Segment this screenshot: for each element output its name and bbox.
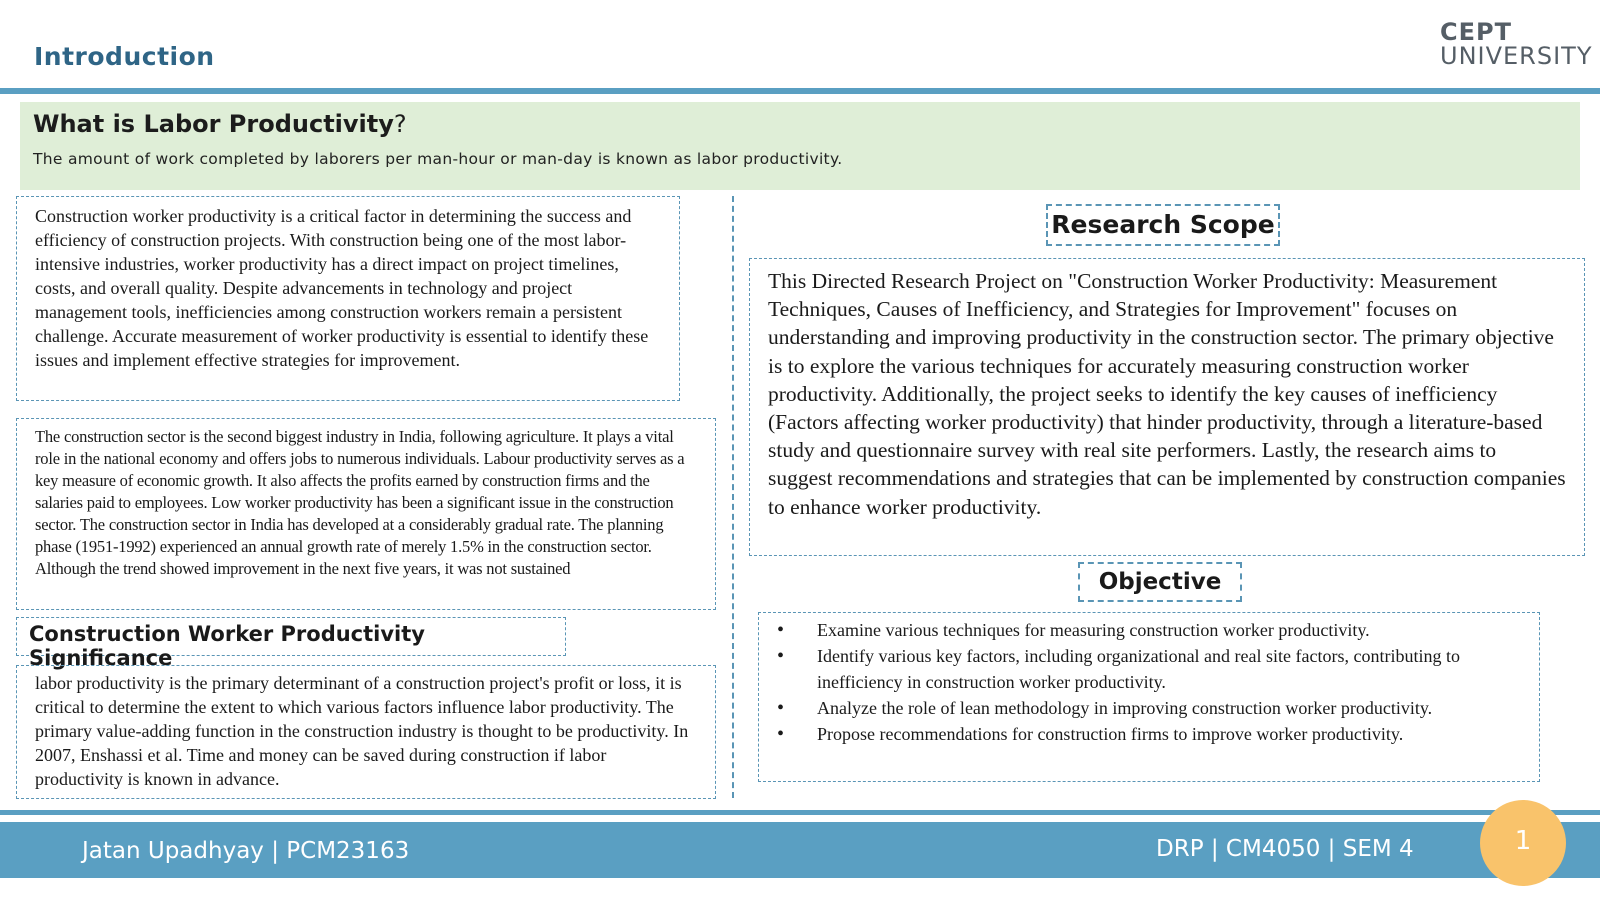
page-number: 1 [1514, 826, 1532, 856]
footer-divider [0, 810, 1600, 815]
research-scope-paragraph: This Directed Research Project on "Construction Worker Productivity: Measurement Techniques, Causes of Inefficiency, and Strategies for Improvement" focuses on understanding and improving productivity in the construction sector. The primary objective is to explore the various techniques for accurately measuring construction worker productivity. Additionally, the project seeks to identify the key causes of inefficiency (Factors affecting worker productivity) that hinder productivity, through a literature-based study and questionnaire survey with real site performers. Lastly, the research aims to suggest recommendations and strategies that can be implemented by construction companies to enhance worker productivity. [768, 269, 1566, 519]
objective-list [773, 617, 1525, 747]
intro-text-box [16, 196, 680, 401]
footer-course: DRP | CM4050 | SEM 4 [1156, 836, 1414, 862]
definition-panel [20, 102, 1580, 190]
column-divider [732, 196, 734, 798]
definition-question-mark: ? [393, 110, 407, 138]
intro-paragraph: Construction worker productivity is a critical factor in determining the success and efficiency of construction projects. With construction being one of the most labor-intensive industries, worker productivity has a direct impact on project timelines, costs, and overall quality. Despite advancements in technology and project management tools, inefficiencies among construction workers remain a persistent challenge. Accurate measurement of worker productivity is essential to identify these issues and implement effective strategies for improvement. [35, 206, 649, 370]
context-text-box [16, 418, 716, 610]
context-paragraph: The construction sector is the second biggest industry in India, following agriculture. It plays a vital role in the national economy and offers jobs to numerous individuals. Labour productivity serves as a key measure of economic growth. It also affects the profits earned by construction firms and the salaries paid to employees. Low worker productivity has been a significant issue in the construction sector. The construction sector in India has developed at a considerably gradual rate. The planning phase (1951-1992) experienced an annual growth rate of merely 1.5% in the construction sector. Although the trend showed improvement in the next five years, it was not sustained [35, 427, 685, 578]
footer-author: Jatan Upadhyay | PCM23163 [82, 838, 410, 864]
university-logo [1440, 18, 1593, 70]
objective-item: • Examine various techniques for measuring construction worker productivity. [773, 617, 1525, 643]
significance-heading: Construction Worker Productivity Significance [16, 617, 566, 656]
research-scope-heading: Research Scope [1046, 204, 1280, 246]
research-scope-box [749, 258, 1585, 556]
definition-text: The amount of work completed by laborers per man-hour or man-day is known as labor productivity. [33, 150, 843, 168]
logo-line-2: UNIVERSITY [1440, 42, 1593, 70]
header-divider [0, 88, 1600, 94]
objective-item: • Identify various key factors, including organizational and real site factors, contributing to inefficiency in construction worker productivity. [773, 643, 1525, 695]
significance-paragraph: labor productivity is the primary determinant of a construction project's profit or loss, it is critical to determine the extent to which various factors influence labor productivity. The primary value-adding function in the construction industry is thought to be productivity. In 2007, Enshassi et al. Time and money can be saved during construction if labor productivity is known in advance. [35, 673, 689, 789]
logo-line-1: CEPT [1440, 18, 1512, 46]
objective-box [758, 612, 1540, 782]
significance-text-box [16, 665, 716, 799]
objective-item: • Propose recommendations for construction firms to improve worker productivity. [773, 721, 1525, 747]
objective-heading: Objective [1078, 562, 1242, 602]
objective-item: • Analyze the role of lean methodology in improving construction worker productivity. [773, 695, 1525, 721]
definition-question [33, 110, 1567, 138]
definition-question-text: What is Labor Productivity [33, 110, 394, 138]
section-title: Introduction [34, 42, 215, 71]
